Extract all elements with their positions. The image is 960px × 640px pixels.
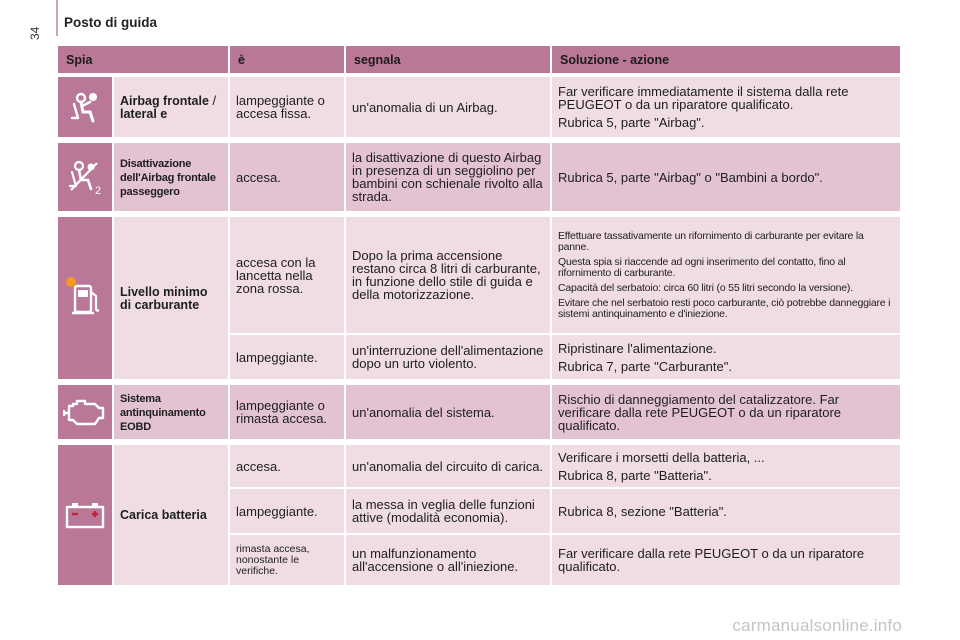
header-segnala: segnala bbox=[346, 46, 552, 73]
table-row-airbag bbox=[58, 77, 902, 139]
airbag-off-signal: la disattivazione di questo Airbag in presenza di un seggiolino per bambini con schienale rivolto alla strada. bbox=[346, 143, 552, 213]
page-number: 34 bbox=[28, 26, 42, 40]
fuel-signal-1: Dopo la prima accensione restano circa 8 litri di carburante, in funzione dello stile di guida e della motorizzazione. bbox=[346, 217, 552, 335]
section-title: Posto di guida bbox=[64, 15, 157, 30]
svg-text:2: 2 bbox=[95, 185, 102, 196]
side-rule bbox=[56, 0, 58, 36]
table-header-row bbox=[58, 46, 902, 73]
eobd-state: lampeggiante o rimasta accesa. bbox=[230, 385, 346, 441]
eobd-icon-cell bbox=[58, 385, 114, 441]
battery-signal-3: un malfunzionamento all'accensione o all'iniezione. bbox=[346, 535, 552, 587]
airbag-name: Airbag frontale / lateral e bbox=[114, 77, 230, 139]
watermark: carmanualsonline.info bbox=[732, 616, 902, 635]
battery-name: Carica batteria bbox=[114, 445, 230, 587]
airbag-solution: Far verificare immediatamente il sistema dalla rete PEUGEOT o da un riparatore qualificato. Rubrica 5, parte "Airbag". bbox=[552, 77, 902, 139]
battery-state-3: rimasta accesa, nonostante le verifiche. bbox=[230, 535, 346, 587]
airbag-icon-cell bbox=[58, 77, 114, 139]
battery-signal-1: un'anomalia del circuito di carica. bbox=[346, 445, 552, 489]
passenger-airbag-off-icon bbox=[66, 158, 104, 196]
table-row-airbag-off bbox=[58, 143, 902, 213]
fuel-state-1: accesa con la lancetta nella zona rossa. bbox=[230, 217, 346, 335]
fuel-name: Livello minimo di carburante bbox=[114, 217, 230, 381]
fuel-pump-icon bbox=[65, 276, 105, 320]
header-spia: Spia bbox=[58, 46, 230, 73]
airbag-off-name: Disattivazione dell'Airbag frontale passeggero bbox=[114, 143, 230, 213]
airbag-warning-icon bbox=[68, 90, 102, 124]
eobd-signal: un'anomalia del sistema. bbox=[346, 385, 552, 441]
battery-signal-2: la messa in veglia delle funzioni attive (modalità economia). bbox=[346, 489, 552, 535]
table-row-fuel-1 bbox=[58, 217, 902, 335]
airbag-off-icon-cell bbox=[58, 143, 114, 213]
engine-check-icon bbox=[63, 396, 107, 428]
fuel-state-2: lampeggiante. bbox=[230, 335, 346, 381]
header-e: è bbox=[230, 46, 346, 73]
airbag-off-solution: Rubrica 5, parte "Airbag" o "Bambini a bordo". bbox=[552, 143, 902, 213]
battery-state-1: accesa. bbox=[230, 445, 346, 489]
battery-solution-3: Far verificare dalla rete PEUGEOT o da un riparatore qualificato. bbox=[552, 535, 902, 587]
table-row-battery-1 bbox=[58, 445, 902, 489]
fuel-icon-cell bbox=[58, 217, 114, 381]
airbag-off-state: accesa. bbox=[230, 143, 346, 213]
eobd-name: Sistema antinquinamento EOBD bbox=[114, 385, 230, 441]
airbag-signal: un'anomalia di un Airbag. bbox=[346, 77, 552, 139]
battery-solution-2: Rubrica 8, sezione "Batteria". bbox=[552, 489, 902, 535]
battery-solution-1: Verificare i morsetti della batteria, ... Rubrica 8, parte "Batteria". bbox=[552, 445, 902, 489]
battery-state-2: lampeggiante. bbox=[230, 489, 346, 535]
battery-icon bbox=[64, 501, 106, 529]
table-row-eobd bbox=[58, 385, 902, 441]
fuel-signal-2: un'interruzione dell'alimentazione dopo un urto violento. bbox=[346, 335, 552, 381]
header-soluzione: Soluzione - azione bbox=[552, 46, 902, 73]
warning-lights-table bbox=[58, 46, 902, 587]
fuel-solution-2: Ripristinare l'alimentazione. Rubrica 7, parte "Carburante". bbox=[552, 335, 902, 381]
battery-icon-cell bbox=[58, 445, 114, 587]
fuel-solution-1: Effettuare tassativamente un rifornimento di carburante per evitare la panne. Questa spia si riaccende ad ogni inserimento del contatto, fino al rifornimento di carburante. Capacità del serbatoio: circa 60 litri (o 55 litri secondo la versione). Evitare che nel serbatoio resti poco carburante, ciò potrebbe danneggiare i sistemi antinquinamento e d'iniezione. bbox=[552, 217, 902, 335]
airbag-state: lampeggiante o accesa fissa. bbox=[230, 77, 346, 139]
eobd-solution: Rischio di danneggiamento del catalizzatore. Far verificare dalla rete PEUGEOT o da un riparatore qualificato. bbox=[552, 385, 902, 441]
